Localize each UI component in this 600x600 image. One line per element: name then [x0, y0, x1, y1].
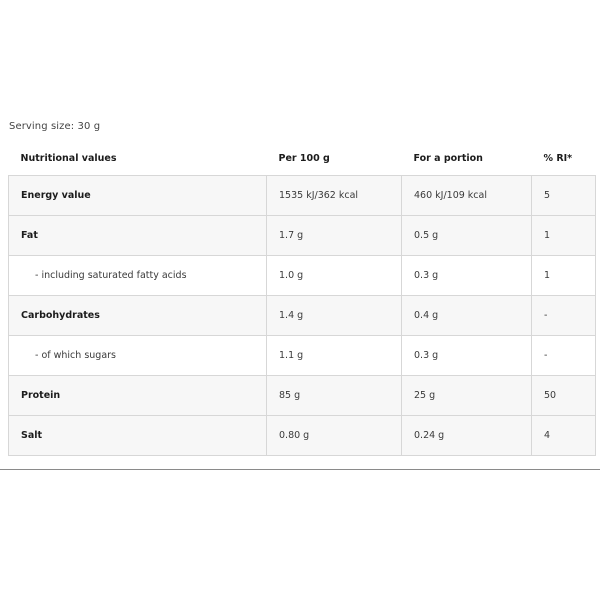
header-for-a-portion: For a portion: [413, 153, 483, 164]
ri-value: 5: [532, 176, 596, 216]
per-100g-value: 1.0 g: [267, 256, 402, 296]
row-label: Energy value: [9, 176, 267, 216]
nutrition-table: [8, 142, 596, 456]
row-label: Fat: [9, 216, 267, 256]
ri-value: -: [532, 296, 596, 336]
header-ri-percent: % RI*: [543, 153, 573, 164]
table-row: [9, 176, 596, 216]
table-row: [9, 376, 596, 416]
portion-value: 0.3 g: [402, 336, 532, 376]
row-label: Carbohydrates: [9, 296, 267, 336]
ri-value: 1: [532, 216, 596, 256]
per-100g-value: 1.7 g: [267, 216, 402, 256]
header-nutritional-values: Nutritional values: [20, 153, 117, 164]
per-100g-value: 1535 kJ/362 kcal: [267, 176, 402, 216]
table-row: [9, 416, 596, 456]
portion-value: 25 g: [402, 376, 532, 416]
table-row: [9, 296, 596, 336]
row-label: - including saturated fatty acids: [9, 256, 267, 296]
table-row: [9, 336, 596, 376]
ri-value: 50: [532, 376, 596, 416]
portion-value: 0.24 g: [402, 416, 532, 456]
table-row: [9, 256, 596, 296]
ri-value: 4: [532, 416, 596, 456]
per-100g-value: 0.80 g: [267, 416, 402, 456]
row-label: Salt: [9, 416, 267, 456]
serving-size: Serving size: 30 g: [9, 121, 101, 132]
ri-value: -: [532, 336, 596, 376]
portion-value: 0.3 g: [402, 256, 532, 296]
portion-value: 460 kJ/109 kcal: [402, 176, 532, 216]
per-100g-value: 1.4 g: [267, 296, 402, 336]
table-header-row: [9, 142, 596, 176]
divider: [0, 469, 600, 470]
portion-value: 0.5 g: [402, 216, 532, 256]
table-row: [9, 216, 596, 256]
ri-value: 1: [532, 256, 596, 296]
per-100g-value: 1.1 g: [267, 336, 402, 376]
row-label: Protein: [9, 376, 267, 416]
portion-value: 0.4 g: [402, 296, 532, 336]
per-100g-value: 85 g: [267, 376, 402, 416]
header-per-100g: Per 100 g: [278, 153, 330, 164]
row-label: - of which sugars: [9, 336, 267, 376]
